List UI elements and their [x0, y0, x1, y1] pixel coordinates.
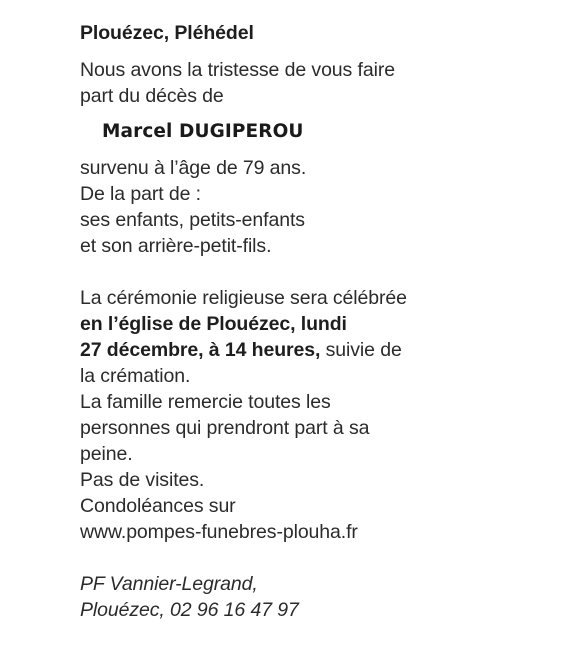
details-line: De la part de : [80, 183, 201, 205]
intro-line: part du décès de [80, 85, 224, 107]
funeral-home-name: PF Vannier-Legrand, [80, 573, 258, 595]
details-line: ses enfants, petits-enfants [80, 209, 305, 231]
ceremony-line: La cérémonie religieuse sera célébrée [80, 287, 407, 309]
intro-line: Nous avons la tristesse de vous faire [80, 59, 395, 81]
ceremony-info [80, 285, 550, 389]
ceremony-place: en l’église de Plouézec, lundi [80, 313, 347, 335]
notice-details [80, 155, 550, 259]
closing-line: personnes qui prendront part à sa [80, 417, 370, 439]
ceremony-line: la crémation. [80, 365, 191, 387]
funeral-home [80, 571, 550, 623]
closing-line: Condoléances sur [80, 495, 236, 517]
closing-line: Pas de visites. [80, 469, 205, 491]
obituary-notice [80, 20, 550, 623]
funeral-home-contact: Plouézec, 02 96 16 47 97 [80, 599, 299, 621]
details-line: et son arrière-petit-fils. [80, 235, 272, 257]
paragraph-gap [80, 259, 550, 285]
deceased-name: Marcel DUGIPEROU [102, 121, 304, 142]
ceremony-date-line [80, 337, 550, 363]
notice-closing [80, 389, 550, 545]
condolences-website: www.pompes-funebres-plouha.fr [80, 521, 358, 543]
closing-line: La famille remercie toutes les [80, 391, 331, 413]
ceremony-date: 27 décembre, à 14 heures, [80, 339, 321, 361]
details-line: survenu à l’âge de 79 ans. [80, 157, 307, 179]
closing-line: peine. [80, 443, 133, 465]
notice-location: Plouézec, Pléhédel [80, 22, 254, 44]
ceremony-date-rest: suivie de [320, 339, 402, 361]
notice-intro [80, 57, 550, 109]
